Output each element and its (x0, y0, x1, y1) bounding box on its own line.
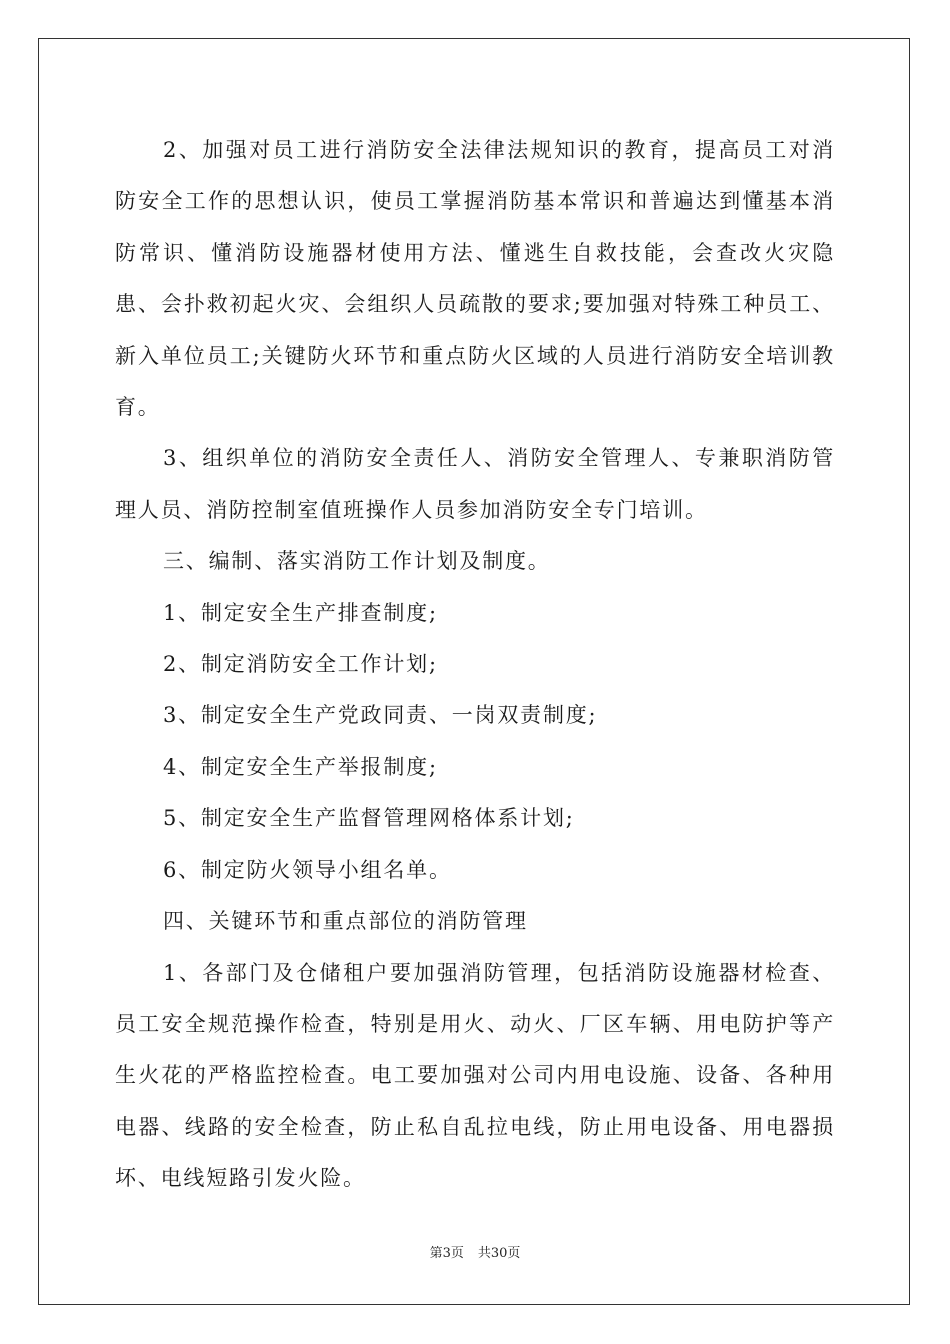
current-page-number: 第3页 (429, 1246, 464, 1261)
section-heading-plans: 三、编制、落实消防工作计划及制度。 (163, 549, 551, 574)
list-item-plan-4: 4、制定安全生产举报制度; (163, 754, 438, 779)
list-item-plan-1: 1、制定安全生产排查制度; (163, 600, 438, 625)
list-item-plan-5: 5、制定安全生产监督管理网格体系计划; (163, 806, 575, 831)
paragraph-department-management: 1、各部门及仓储租户要加强消防管理，包括消防设施器材检查、员工安全规范操作检查，特别是用火、动火、厂区车辆、用电防护等产生火花的严格监控检查。电工要加强对公司内用电设施、设备、各种用电器、线路的安全检查，防止私自乱拉电线，防止用电设备、用电器损坏、电线短路引发火险。 (115, 960, 835, 1191)
total-page-count: 共30页 (477, 1246, 521, 1261)
paragraph-training-education: 2、加强对员工进行消防安全法律法规知识的教育，提高员工对消防安全工作的思想认识，使员工掌握消防基本常识和普遍达到懂基本消防常识、懂消防设施器材使用方法、懂逃生自救技能，会查改火灾隐患、会扑救初起火灾、会组织人员疏散的要求;要加强对特殊工种员工、新入单位员工;关键防火环节和重点防火区域的人员进行消防安全培训教育。 (115, 138, 835, 420)
list-item-plan-6: 6、制定防火领导小组名单。 (163, 857, 452, 882)
page-footer (0, 1242, 950, 1261)
list-item-plan-3: 3、制定安全生产党政同责、一岗双责制度; (163, 703, 598, 728)
section-heading-key-areas: 四、关键环节和重点部位的消防管理 (163, 909, 528, 934)
list-item-plan-2: 2、制定消防安全工作计划; (163, 652, 438, 677)
document-body (115, 125, 835, 1205)
paragraph-special-training: 3、组织单位的消防安全责任人、消防安全管理人、专兼职消防管理人员、消防控制室值班操作人员参加消防安全专门培训。 (115, 446, 835, 522)
